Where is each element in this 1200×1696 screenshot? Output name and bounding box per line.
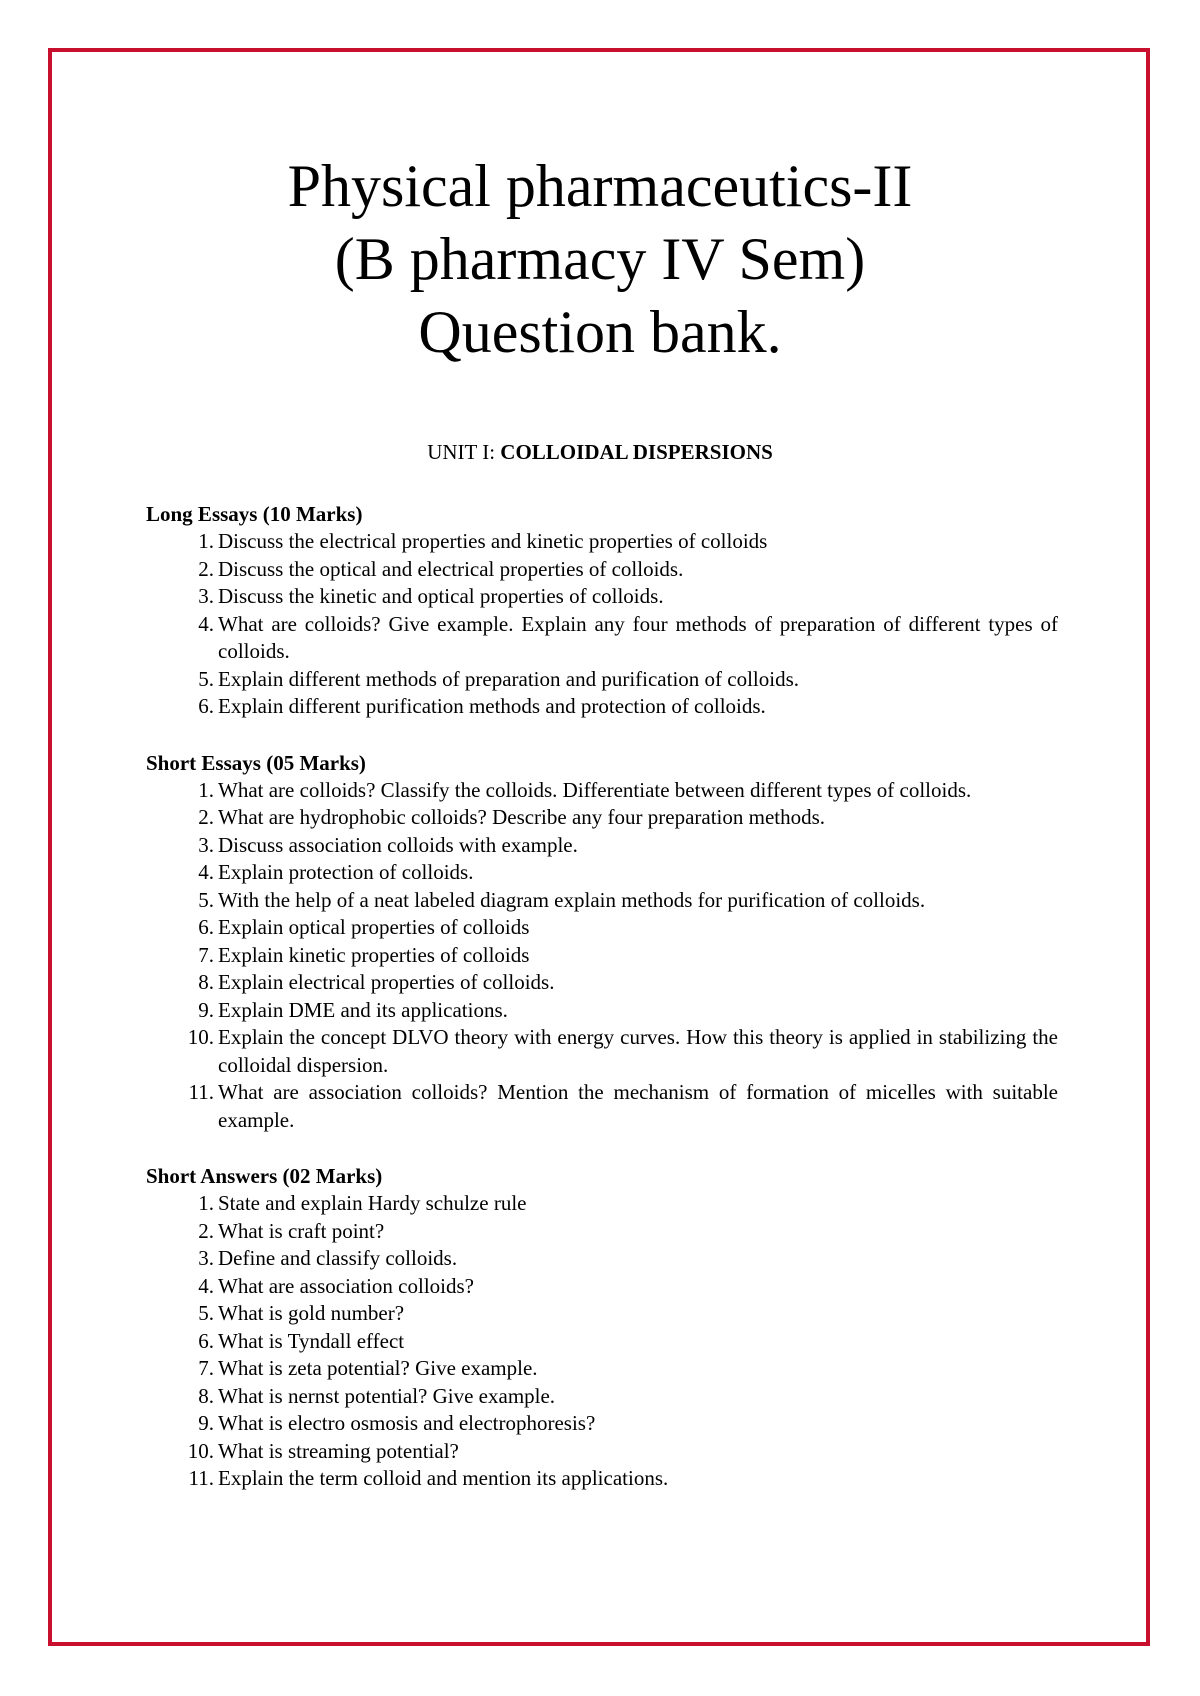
- question-item: [146, 1273, 1058, 1301]
- question-number: 8.: [198, 970, 214, 994]
- question-item: [146, 693, 1058, 721]
- question-section: [146, 1162, 1058, 1493]
- question-item: [146, 1410, 1058, 1438]
- title-line-type: Question bank.: [418, 299, 782, 365]
- question-number: 11.: [188, 1466, 214, 1490]
- question-item: [146, 583, 1058, 611]
- question-number: 2.: [198, 1218, 214, 1243]
- question-item: [146, 1355, 1058, 1383]
- question-text: What is nernst potential? Give example.: [218, 1383, 556, 1408]
- question-section: [146, 500, 1058, 721]
- question-number: 11.: [188, 1080, 214, 1104]
- question-number: 1.: [198, 529, 214, 553]
- question-number: 10.: [187, 1025, 214, 1049]
- question-number: 3.: [198, 832, 214, 857]
- question-number: 6.: [198, 915, 214, 939]
- question-text: What is zeta potential? Give example.: [218, 1356, 538, 1380]
- question-text: Discuss the optical and electrical properties of colloids.: [218, 556, 684, 581]
- question-text: What is Tyndall effect: [218, 1328, 405, 1353]
- question-number: 4.: [198, 860, 214, 884]
- question-text: State and explain Hardy schulze rule: [218, 1191, 527, 1215]
- question-number: 5.: [198, 887, 214, 912]
- question-text: What are association colloids?: [218, 1273, 474, 1298]
- question-item: [146, 804, 1058, 832]
- question-item: [146, 1383, 1058, 1411]
- question-item: [146, 1218, 1058, 1246]
- question-text: Explain DME and its applications.: [218, 997, 508, 1022]
- question-item: [146, 1079, 1058, 1134]
- question-text: Explain the concept DLVO theory with energy curves. How this theory is applied in stabilizing the colloidal dispersion.: [218, 1025, 1058, 1077]
- question-number: 9.: [198, 997, 214, 1022]
- question-text: Explain different methods of preparation and purification of colloids.: [218, 666, 800, 691]
- question-number: 8.: [198, 1383, 214, 1408]
- question-list: [146, 1190, 1058, 1493]
- document-title: [0, 150, 1200, 369]
- question-number: 2.: [198, 805, 214, 829]
- question-text: Discuss the kinetic and optical properties of colloids.: [218, 584, 664, 608]
- question-text: What are colloids? Give example. Explain any four methods of preparation of different types of colloids.: [218, 611, 1058, 663]
- question-text: Explain different purification methods and protection of colloids.: [218, 694, 766, 718]
- question-text: Explain protection of colloids.: [218, 860, 474, 884]
- question-number: 7.: [198, 942, 214, 967]
- question-item: [146, 832, 1058, 860]
- question-number: 9.: [198, 1411, 214, 1435]
- question-text: With the help of a neat labeled diagram explain methods for purification of colloids.: [218, 887, 926, 912]
- question-item: [146, 914, 1058, 942]
- question-item: [146, 611, 1058, 666]
- question-item: [146, 666, 1058, 694]
- question-text: Explain optical properties of colloids: [218, 915, 530, 939]
- question-item: [146, 556, 1058, 584]
- question-item: [146, 1300, 1058, 1328]
- question-text: Explain kinetic properties of colloids: [218, 942, 530, 967]
- question-number: 4.: [198, 1273, 214, 1298]
- question-sections: [146, 500, 1058, 1521]
- question-section: [146, 749, 1058, 1135]
- question-item: [146, 1438, 1058, 1466]
- question-item: [146, 887, 1058, 915]
- question-text: What are hydrophobic colloids? Describe any four preparation methods.: [218, 805, 826, 829]
- question-item: [146, 1245, 1058, 1273]
- question-number: 1.: [198, 777, 214, 802]
- question-number: 3.: [198, 1246, 214, 1270]
- question-item: [146, 969, 1058, 997]
- section-title: Long Essays (10 Marks): [146, 502, 363, 526]
- question-text: What is electro osmosis and electrophoresis?: [218, 1411, 596, 1435]
- question-item: [146, 942, 1058, 970]
- question-text: Explain electrical properties of colloids.: [218, 970, 555, 994]
- question-number: 7.: [198, 1356, 214, 1380]
- question-text: Define and classify colloids.: [218, 1246, 458, 1270]
- section-title: Short Answers (02 Marks): [146, 1164, 383, 1188]
- question-number: 6.: [198, 694, 214, 718]
- question-item: [146, 528, 1058, 556]
- title-line-subject: Physical pharmaceutics-II: [287, 153, 913, 219]
- question-item: [146, 859, 1058, 887]
- question-item: [146, 1190, 1058, 1218]
- question-item: [146, 1024, 1058, 1079]
- question-number: 1.: [198, 1191, 214, 1215]
- question-number: 3.: [198, 584, 214, 608]
- question-text: What is streaming potential?: [218, 1438, 459, 1463]
- question-number: 5.: [198, 666, 214, 691]
- question-number: 4.: [198, 611, 214, 636]
- question-number: 2.: [198, 556, 214, 581]
- question-item: [146, 1328, 1058, 1356]
- unit-heading: [0, 438, 1200, 466]
- unit-prefix: UNIT I:: [427, 440, 496, 464]
- question-number: 6.: [198, 1328, 214, 1353]
- question-text: Explain the term colloid and mention its applications.: [218, 1466, 669, 1490]
- question-text: What is craft point?: [218, 1218, 385, 1243]
- question-text: Discuss the electrical properties and kinetic properties of colloids: [218, 529, 768, 553]
- question-item: [146, 777, 1058, 805]
- unit-name: COLLOIDAL DISPERSIONS: [500, 440, 773, 464]
- question-text: What are association colloids? Mention the mechanism of formation of micelles with suitable example.: [218, 1080, 1058, 1132]
- question-text: What is gold number?: [218, 1301, 405, 1325]
- question-text: What are colloids? Classify the colloids. Differentiate between different types of colloids.: [218, 777, 972, 802]
- title-line-course: (B pharmacy IV Sem): [334, 226, 866, 292]
- question-item: [146, 1465, 1058, 1493]
- section-title: Short Essays (05 Marks): [146, 750, 366, 775]
- question-list: [146, 528, 1058, 721]
- question-list: [146, 777, 1058, 1135]
- question-number: 10.: [187, 1438, 214, 1463]
- question-item: [146, 997, 1058, 1025]
- question-text: Discuss association colloids with example.: [218, 832, 578, 857]
- question-number: 5.: [198, 1301, 214, 1325]
